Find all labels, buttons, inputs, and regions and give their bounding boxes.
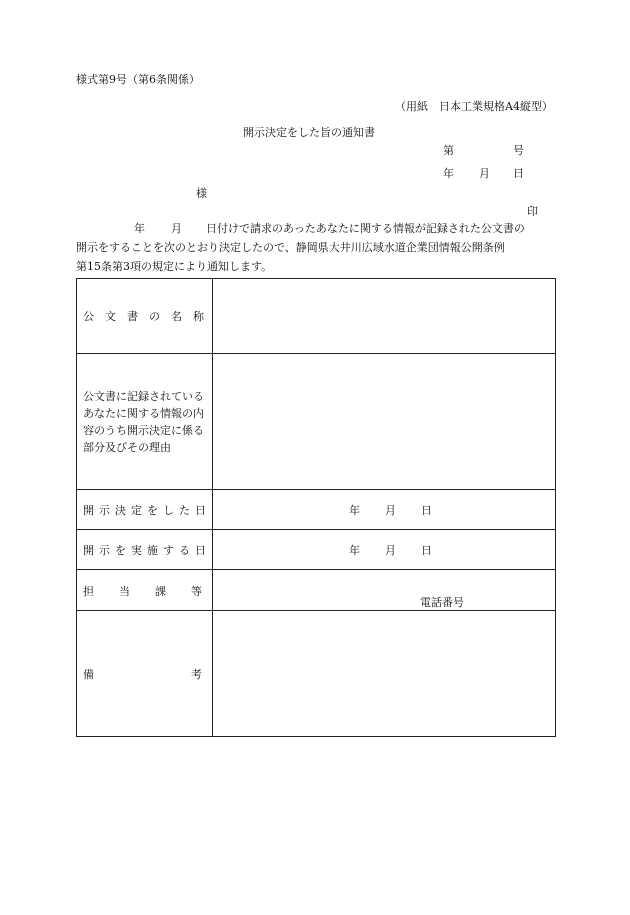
body-line-3: 第15条第3項の規定により通知します。 xyxy=(76,260,273,273)
body-paragraph xyxy=(76,219,558,276)
document-title: 開示決定をした旨の通知書 xyxy=(243,126,375,139)
label-disclosed-content: 公文書に記録されているあなたに関する情報の内容のうち開示決定に係る部分及びその理由 xyxy=(77,354,213,490)
value-department[interactable] xyxy=(213,570,556,611)
label-decision-date: 開 示 決 定 を し た 日 xyxy=(77,490,213,530)
decision-date-day: 日 xyxy=(421,503,432,517)
value-remarks[interactable] xyxy=(213,611,556,737)
seal-mark: 印 xyxy=(527,205,538,218)
implementation-date-year: 年 xyxy=(349,543,360,557)
body-line-1-year: 年 xyxy=(134,222,145,235)
paper-note: （用紙 日本工業規格A4縦型） xyxy=(395,100,553,113)
decision-date-year: 年 xyxy=(349,503,360,517)
phone-label: 電話番号 xyxy=(420,596,464,609)
issue-number-prefix: 第 xyxy=(443,144,454,157)
table-row-department xyxy=(77,570,556,611)
label-department: 担 当 課 等 xyxy=(77,570,213,611)
body-line-1 xyxy=(76,219,558,238)
decision-date-month: 月 xyxy=(385,503,396,517)
table-row-disclosed-content xyxy=(77,354,556,490)
issue-number-suffix: 号 xyxy=(513,144,524,157)
implementation-date-month: 月 xyxy=(385,543,396,557)
body-line-1-rest: 日付けで請求のあったあなたに関する情報が記録された公文書の xyxy=(206,222,525,235)
value-decision-date[interactable] xyxy=(213,490,556,530)
disclosure-table xyxy=(76,278,556,737)
implementation-date-day: 日 xyxy=(421,543,432,557)
issue-date-day: 日 xyxy=(513,167,524,180)
issue-date-month: 月 xyxy=(479,167,490,180)
table-row-decision-date xyxy=(77,490,556,530)
value-implementation-date[interactable] xyxy=(213,530,556,570)
label-document-name-text: 公 文 書 の 名 称 xyxy=(83,310,204,323)
table-row-document-name xyxy=(77,279,556,354)
table-row-implementation-date xyxy=(77,530,556,570)
label-implementation-date: 開 示 を 実 施 す る 日 xyxy=(77,530,213,570)
label-remarks: 備 考 xyxy=(77,611,213,737)
form-number: 様式第9号（第6条関係） xyxy=(76,73,200,86)
issue-date-year: 年 xyxy=(443,167,454,180)
addressee-honorific: 様 xyxy=(196,187,207,200)
value-disclosed-content[interactable] xyxy=(213,354,556,490)
label-document-name xyxy=(77,279,213,354)
body-line-1-month: 月 xyxy=(171,222,182,235)
value-document-name[interactable] xyxy=(213,279,556,354)
table-row-remarks xyxy=(77,611,556,737)
body-line-2: 開示をすることを次のとおり決定したので、静岡県大井川広域水道企業団情報公開条例 xyxy=(76,241,505,254)
